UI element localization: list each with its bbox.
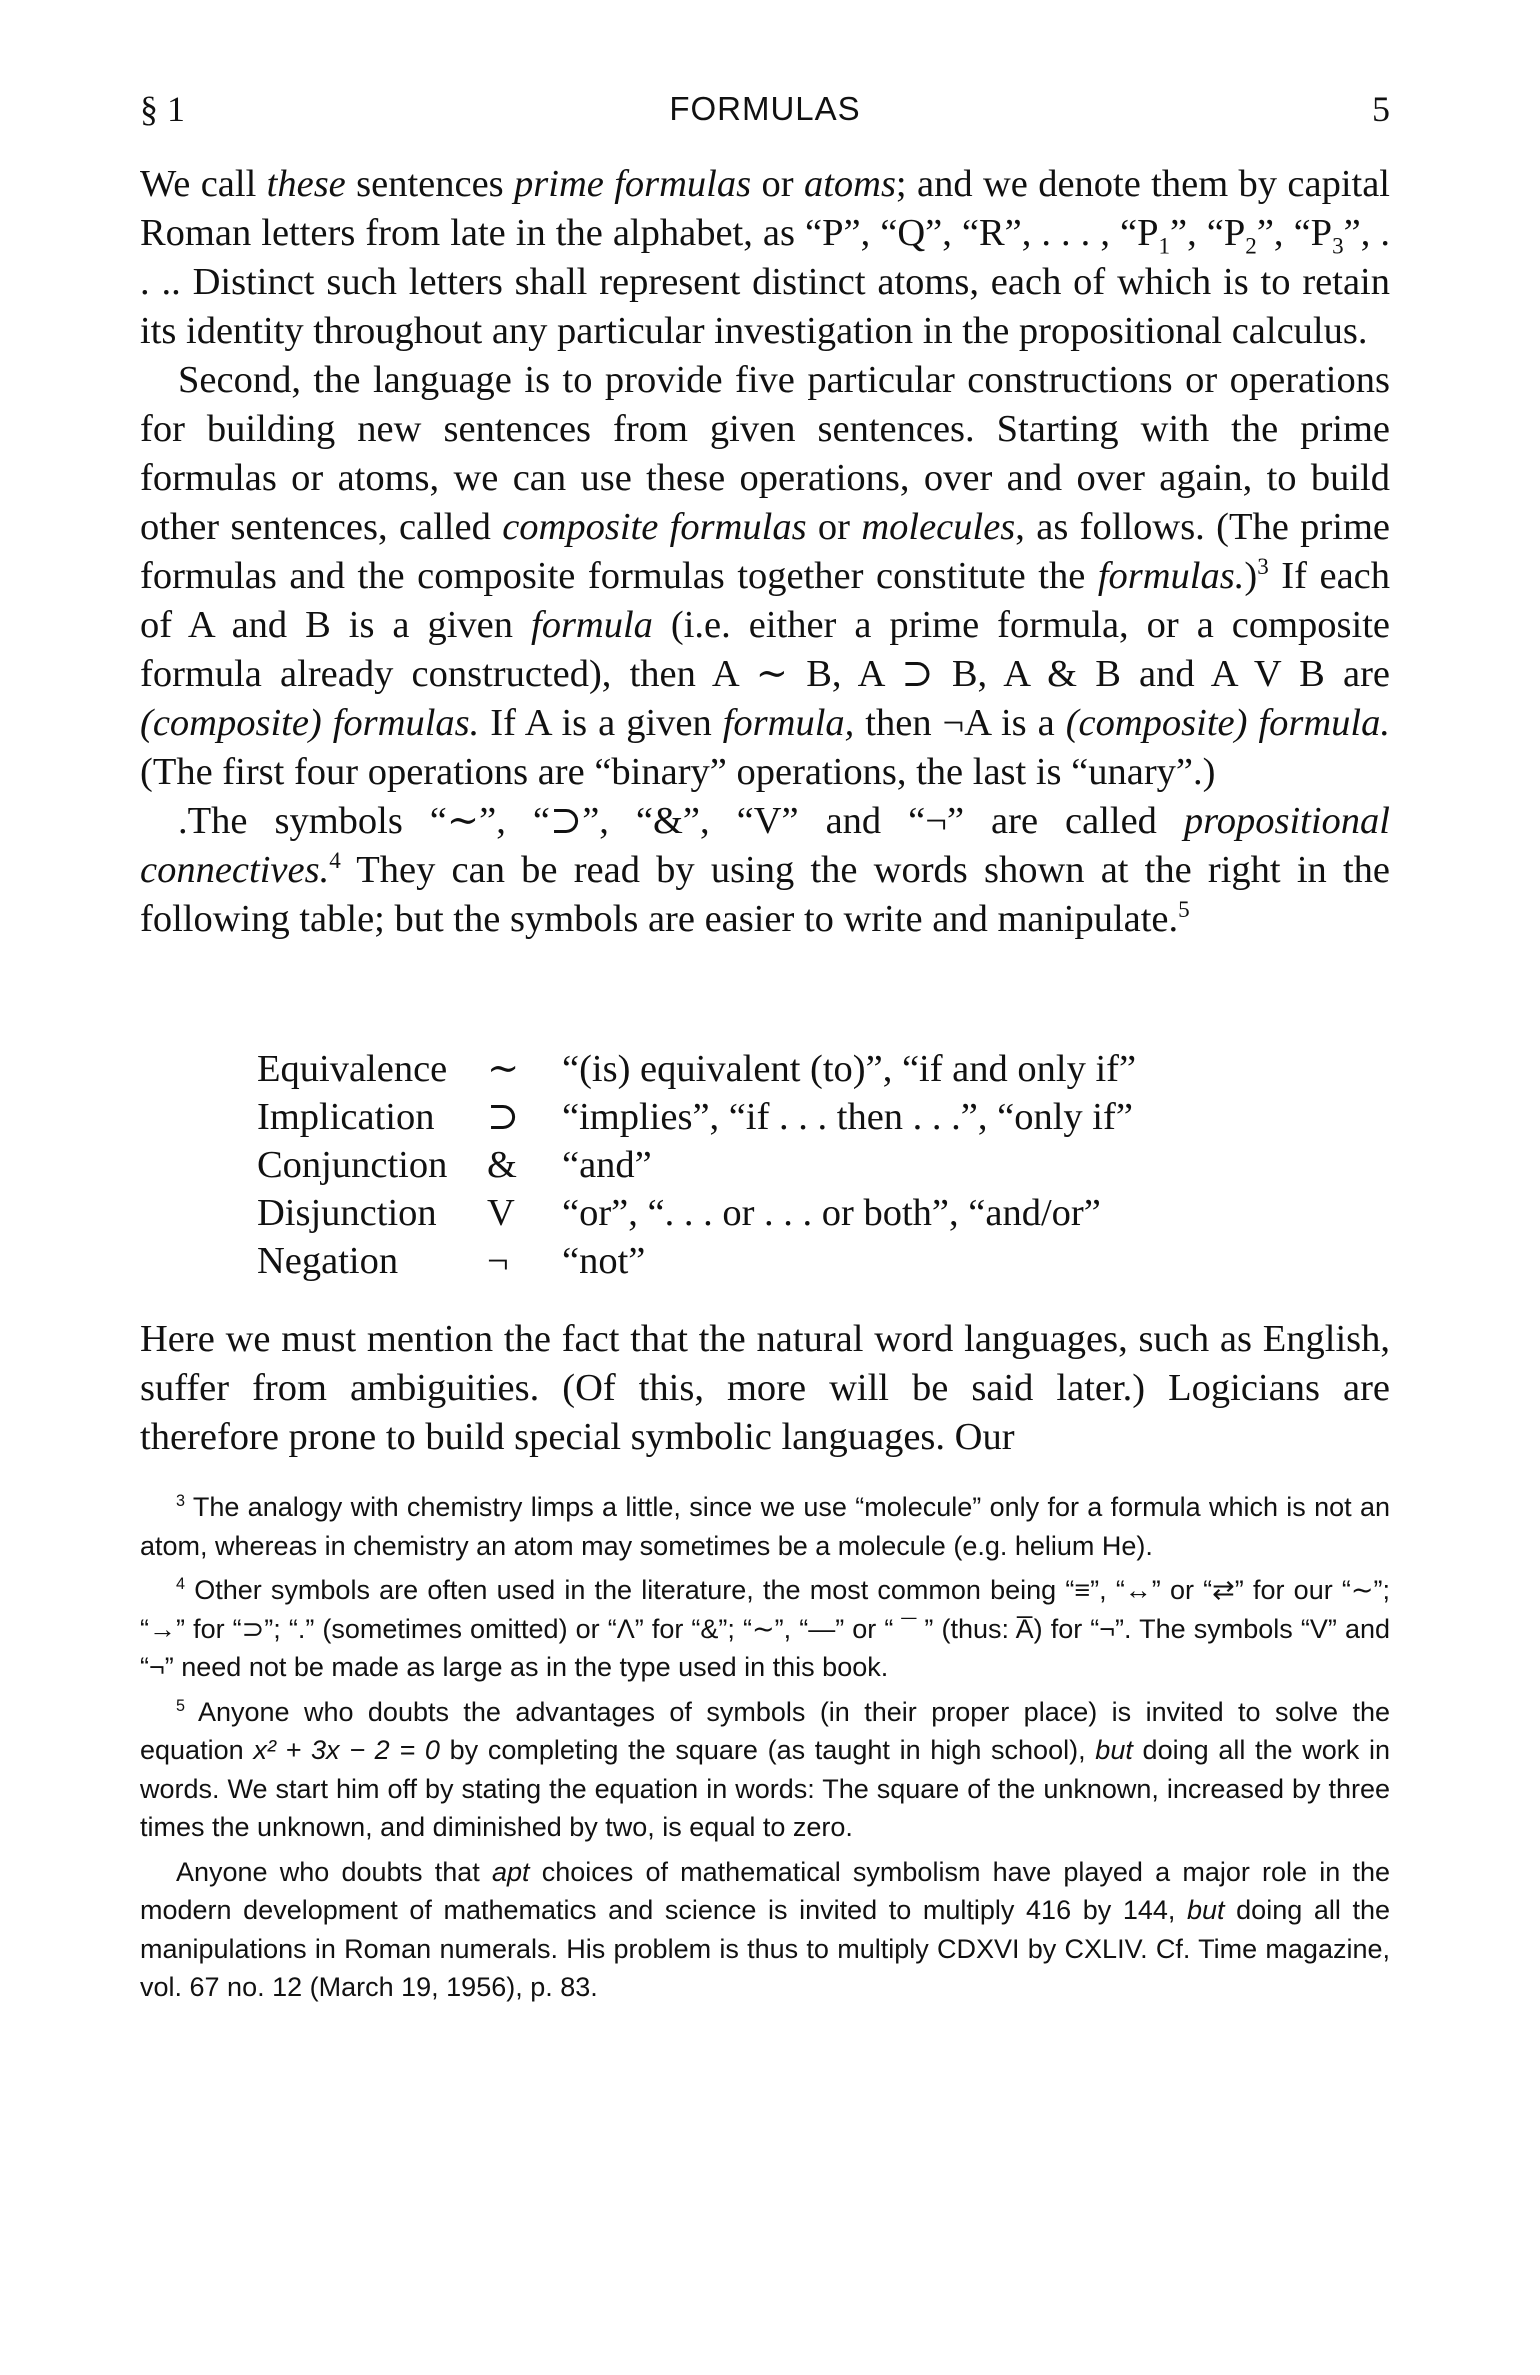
footnote-mark: 5 bbox=[176, 1696, 186, 1715]
connective-symbol: ⊃ bbox=[487, 1096, 520, 1138]
connective-symbol: ¬ bbox=[487, 1240, 509, 1282]
main-text-continued bbox=[140, 1315, 1390, 1462]
footnote-3: $^3$ The analogy with chemistry limps a little, since we use “molecule” only for a formula which is not an atom, whereas in chemistry an atom may sometimes be a molecule (e.g. helium He). bbox=[140, 1492, 1390, 1561]
connective-words: “(is) equivalent (to)”, “if and only if” bbox=[562, 1048, 1137, 1090]
main-text bbox=[140, 160, 1390, 944]
connective-symbol: V bbox=[487, 1192, 515, 1234]
footnote-ref-4[interactable]: 4 bbox=[329, 847, 341, 874]
footnote-ref-5[interactable]: 5 bbox=[1178, 896, 1190, 923]
footnote-4: $^4$ Other symbols are often used in the literature, the most common being “≡”, “↔” or “⇄” for our “∼”; “→” for “⊃”; “.” (sometimes omitted) or “Λ” for “&”; “∼”, “—” or “ ¯ ” (thus: A̅) for “¬”. The symbols “V” and “¬” need not be made as large as in the type used in this book. bbox=[140, 1575, 1390, 1682]
footnote-5-continued: Anyone who doubts that apt choices of mathematical symbolism have played a major role in the modern development of mathematics and science is invited to multiply 416 by 144, but doing all the manipulations in Roman numerals. His problem is thus to multiply CDXVI by CXLIV. Cf. Time magazine, vol. 67 no. 12 (March 19, 1956), p. 83. bbox=[140, 1856, 1390, 2002]
table-row bbox=[257, 1045, 1136, 1093]
page-number: 5 bbox=[1372, 89, 1390, 129]
connective-words: “or”, “. . . or . . . or both”, “and/or” bbox=[562, 1192, 1101, 1234]
connective-name: Disjunction bbox=[257, 1192, 437, 1234]
equation: x² + 3x − 2 = 0 bbox=[253, 1735, 440, 1765]
footnote-mark: 3 bbox=[176, 1492, 186, 1510]
connective-name: Equivalence bbox=[257, 1048, 448, 1090]
chapter-title: FORMULAS bbox=[669, 90, 861, 127]
connective-name: Conjunction bbox=[257, 1144, 448, 1186]
connective-name: Negation bbox=[257, 1240, 399, 1282]
table-row bbox=[257, 1189, 1136, 1237]
connective-words: “not” bbox=[562, 1240, 646, 1282]
connective-words: “and” bbox=[562, 1144, 652, 1186]
table-row bbox=[257, 1093, 1136, 1141]
connective-symbol: ∼ bbox=[487, 1048, 520, 1090]
table-row bbox=[257, 1237, 1136, 1285]
paragraph-connectives: .The symbols “∼”, “⊃”, “&”, “V” and “¬” are called propositional connectives.$^4$ They can be read by using the words shown at the right in the following table; but the symbols are easier to write and manipulate.$^5$ bbox=[140, 800, 1390, 940]
connective-name: Implication bbox=[257, 1096, 435, 1138]
paragraph-prime-formulas: We call these sentences prime formulas or atoms; and we denote them by capital Roman letters from late in the alphabet, as “P”, “Q”, “R”, . . . , “$P_1$”, “$P_2$”, “$P_3$”, . . .. Distinct such letters shall represent distinct atoms, each of which is to retain its identity throughout any particular investigation in the propositional calculus. bbox=[140, 163, 1391, 352]
footnote-ref-3[interactable]: 3 bbox=[1257, 553, 1269, 580]
footnote-5: $^5$ Anyone who doubts the advantages of symbols (in their proper place) is invited to solve the equation x² + 3x − 2 = 0 by completing the square (as taught in high school), but doing all the work in words. We start him off by stating the equation in words: The square of the unknown, increased by three times the unknown, and diminished by two, is equal to zero. bbox=[140, 1696, 1390, 1842]
paragraph-operations: Second, the language is to provide five particular constructions or operations for building new sentences from given sentences. Starting with the prime formulas or atoms, we can use these operations, over and over again, to build other sentences, called composite formulas or molecules, as follows. (The prime formulas and the composite formulas together constitute the formulas.)$^3$ If each of A and B is a given formula (i.e. either a prime formula, or a composite formula already constructed), then A ∼ B, A ⊃ B, A & B and A V B are (composite) formulas. If A is a given formula, then ¬A is a (composite) formula. (The first four operations are “binary” operations, the last is “unary”.) bbox=[140, 359, 1390, 793]
footnote-mark: 4 bbox=[176, 1575, 186, 1593]
table-row bbox=[257, 1141, 1136, 1189]
connectives-table bbox=[257, 1045, 1136, 1285]
section-number: § 1 bbox=[140, 89, 185, 129]
footnotes bbox=[140, 1488, 1390, 2007]
connective-words: “implies”, “if . . . then . . .”, “only if” bbox=[562, 1096, 1133, 1138]
paragraph-ambiguities: Here we must mention the fact that the natural word languages, such as English, suffer from ambiguities. (Of this, more will be said later.) Logicians are therefore prone to build special symbolic languages. Our bbox=[140, 1318, 1390, 1458]
running-head bbox=[140, 84, 1390, 134]
connective-symbol: & bbox=[487, 1144, 517, 1186]
